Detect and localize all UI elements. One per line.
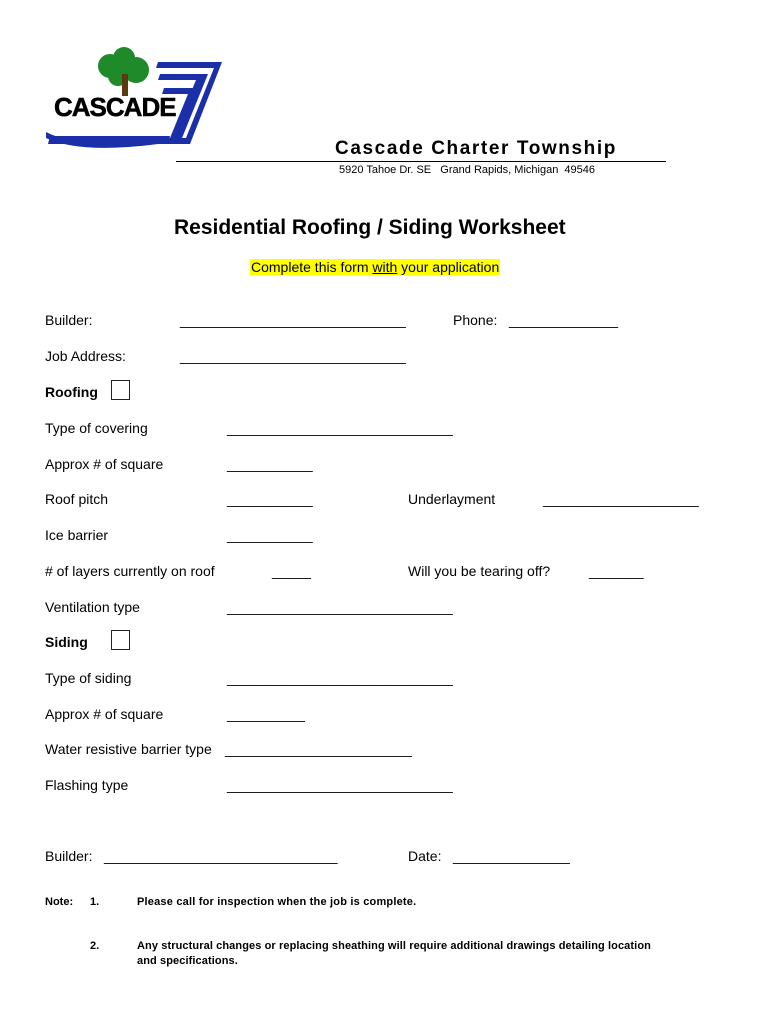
org-address: 5920 Tahoe Dr. SE Grand Rapids, Michigan 49546: [339, 164, 596, 176]
tree-icon: [98, 47, 149, 96]
flashing-label: Flashing type: [45, 777, 129, 793]
ice-barrier-label: Ice barrier: [45, 527, 109, 543]
instruction-text-after: your application: [397, 259, 500, 275]
type-of-covering-field[interactable]: _____________________________: [227, 420, 453, 436]
tearing-off-label: Will you be tearing off?: [408, 563, 551, 579]
instruction-text-emphasis: with: [372, 259, 398, 275]
underlayment-label: Underlayment: [408, 491, 496, 507]
roofing-checkbox[interactable]: [111, 380, 130, 400]
roof-square-field[interactable]: ___________: [227, 456, 313, 472]
type-of-siding-label: Type of siding: [45, 670, 132, 686]
ice-barrier-field[interactable]: ___________: [227, 527, 313, 543]
roofing-heading: Roofing: [45, 384, 98, 400]
builder-sign-field[interactable]: ______________________________: [104, 848, 338, 864]
roof-pitch-field[interactable]: ___________: [227, 491, 313, 507]
note-number-1: 1.: [90, 896, 100, 908]
page-title: Residential Roofing / Siding Worksheet: [174, 216, 566, 239]
ventilation-label: Ventilation type: [45, 599, 140, 615]
siding-heading: Siding: [45, 634, 88, 650]
phone-label: Phone:: [453, 312, 498, 328]
type-of-covering-label: Type of covering: [45, 420, 148, 436]
job-address-field[interactable]: _____________________________: [180, 348, 406, 364]
job-address-label: Job Address:: [45, 348, 126, 364]
water-barrier-field[interactable]: ________________________: [225, 741, 412, 757]
note-text-2-line-2: and specifications.: [137, 955, 238, 967]
note-text-1: Please call for inspection when the job is complete.: [137, 896, 417, 908]
form-instruction: [250, 259, 500, 275]
date-label: Date:: [408, 848, 442, 864]
roof-pitch-label: Roof pitch: [45, 491, 109, 507]
siding-square-field[interactable]: __________: [227, 706, 305, 722]
ventilation-field[interactable]: _____________________________: [227, 599, 453, 615]
water-barrier-label: Water resistive barrier type: [45, 741, 212, 757]
header-divider: [176, 161, 666, 162]
cascade-logo: [40, 40, 225, 150]
flashing-field[interactable]: _____________________________: [227, 777, 453, 793]
instruction-text-before: Complete this form: [251, 259, 373, 275]
logo-wordmark: CASCADE: [54, 92, 176, 122]
org-name: Cascade Charter Township: [335, 138, 617, 159]
note-label: Note:: [45, 896, 74, 908]
note-text-2-line-1: Any structural changes or replacing sheathing will require additional drawings detailing location: [137, 940, 651, 952]
underlayment-field[interactable]: ____________________: [543, 491, 699, 507]
phone-field[interactable]: ______________: [509, 312, 619, 328]
date-field[interactable]: _______________: [453, 848, 570, 864]
siding-checkbox[interactable]: [111, 630, 130, 650]
builder-label: Builder:: [45, 312, 93, 328]
siding-square-label: Approx # of square: [45, 706, 164, 722]
type-of-siding-field[interactable]: _____________________________: [227, 670, 453, 686]
builder-sign-label: Builder:: [45, 848, 93, 864]
layers-field[interactable]: _____: [272, 563, 311, 579]
layers-label: # of layers currently on roof: [45, 563, 215, 579]
note-number-2: 2.: [90, 940, 100, 952]
roof-square-label: Approx # of square: [45, 456, 164, 472]
tearing-off-field[interactable]: _______: [589, 563, 644, 579]
builder-field[interactable]: _____________________________: [180, 312, 406, 328]
